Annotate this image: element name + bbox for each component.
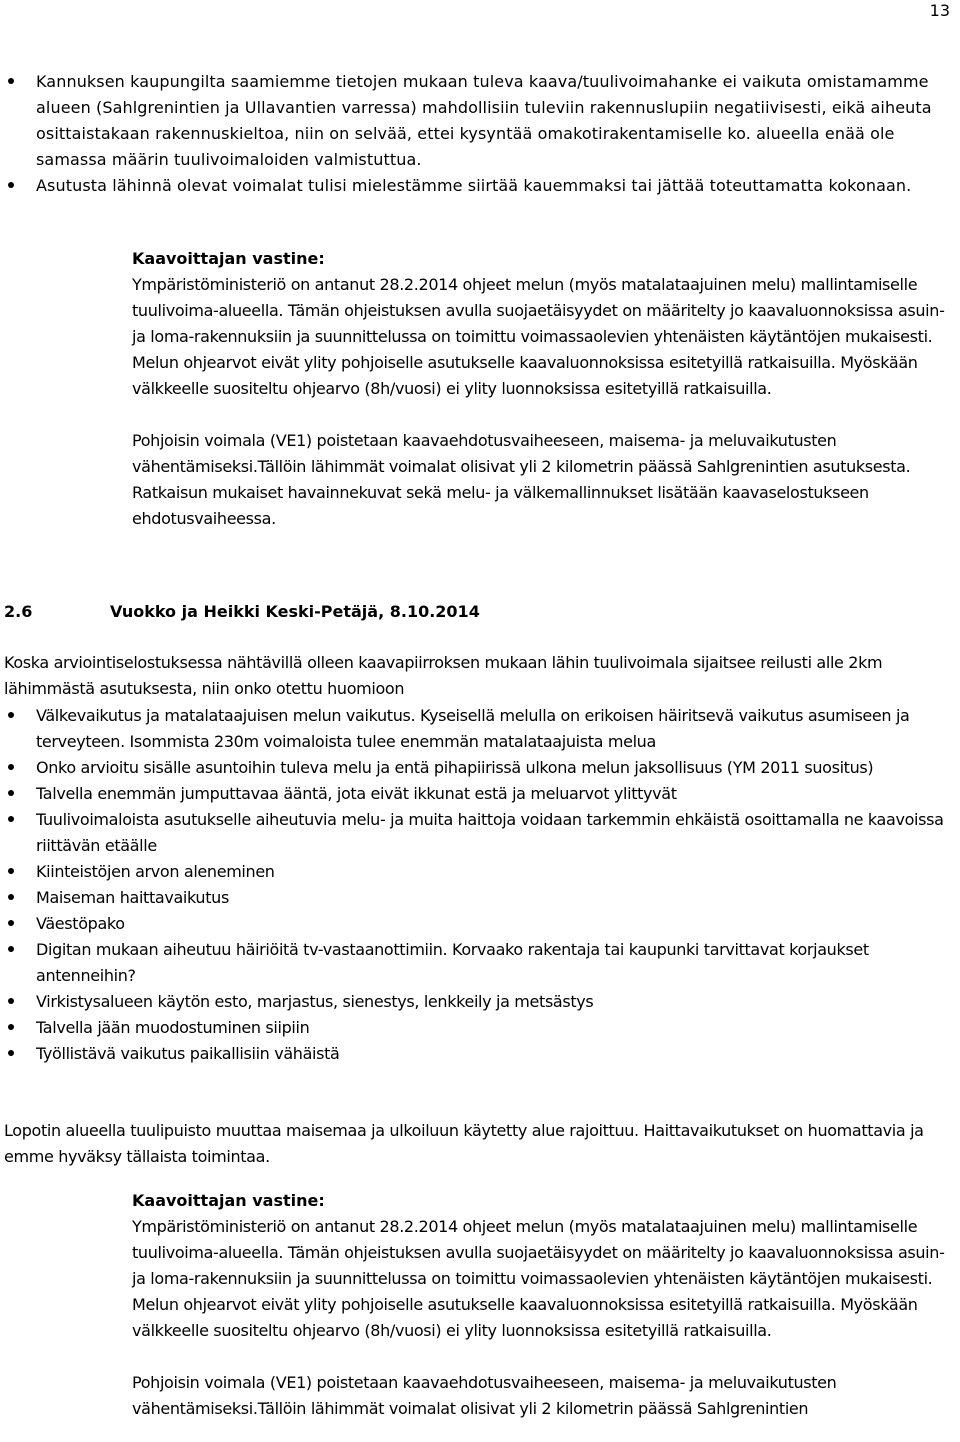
list-item: Talvella jään muodostuminen siipiin bbox=[36, 1015, 956, 1041]
response-paragraph: Pohjoisin voimala (VE1) poistetaan kaavaehdotusvaiheeseen, maisema- ja meluvaikutusten vähentämiseksi.Tällöin lähimmät voimalat olisivat yli 2 kilometrin päässä Sahlgrenintien bbox=[132, 1373, 837, 1418]
closing-paragraph: Lopotin alueella tuulipuisto muuttaa maisemaa ja ulkoiluun käytetty alue rajoittuu. Haittavaikutukset on huomattavia ja emme hyväksy tällaista toimintaa. bbox=[4, 1121, 924, 1166]
intro-paragraph: Koska arviointiselostuksessa nähtävillä olleen kaavapiirroksen mukaan lähin tuulivoimala sijaitsee reilusti alle 2km lähimmästä asutuksesta, niin onko otettu huomioon bbox=[4, 653, 883, 698]
list-item: Kiinteistöjen arvon aleneminen bbox=[36, 859, 956, 885]
top-bullet-list bbox=[36, 69, 956, 199]
response-block-2 bbox=[132, 1188, 956, 1422]
section-number: 2.6 bbox=[4, 602, 33, 621]
list-item: Väestöpako bbox=[36, 911, 956, 937]
list-item: Maiseman haittavaikutus bbox=[36, 885, 956, 911]
page-number: 13 bbox=[929, 1, 950, 20]
list-item: Onko arvioitu sisälle asuntoihin tuleva melu ja entä pihapiirissä ulkona melun jaksollisuus (YM 2011 suositus) bbox=[36, 755, 956, 781]
list-item: Digitan mukaan aiheutuu häiriöitä tv-vastaanottimiin. Korvaako rakentaja tai kaupunki tarvittavat korjaukset antenneihin? bbox=[36, 937, 956, 989]
response-heading: Kaavoittajan vastine: bbox=[132, 249, 325, 268]
list-item: Työllistävä vaikutus paikallisiin vähäistä bbox=[36, 1041, 956, 1067]
section-title: Vuokko ja Heikki Keski-Petäjä, 8.10.2014 bbox=[110, 602, 480, 621]
section-heading bbox=[4, 599, 480, 625]
list-item: Kannuksen kaupungilta saamiemme tietojen mukaan tuleva kaava/tuulivoimahanke ei vaikuta omistamamme alueen (Sahlgrenintien ja Ullavantien varressa) mahdollisiin tuleviin rakennuslupiin negatiivisesti, eikä aiheuta osittaistakaan rakennuskieltoa, niin on selvää, ettei kysyntää omakotirakentamiselle ko. alueella enää ole samassa määrin tuulivoimaloiden valmistuttua. bbox=[36, 69, 956, 173]
response-heading: Kaavoittajan vastine: bbox=[132, 1191, 325, 1210]
response-paragraph: Pohjoisin voimala (VE1) poistetaan kaavaehdotusvaiheeseen, maisema- ja meluvaikutusten vähentämiseksi.Tällöin lähimmät voimalat olisivat yli 2 kilometrin päässä Sahlgrenintien asutuksesta. Ratkaisun mukaiset havainnekuvat sekä melu- ja välkemallinnukset lisätään kaavaselostukseen ehdotusvaiheessa. bbox=[132, 431, 911, 528]
response-paragraph: Ympäristöministeriö on antanut 28.2.2014 ohjeet melun (myös matalataajuinen melu) mallintamiselle tuulivoima-alueella. Tämän ohjeistuksen avulla suojaetäisyydet on määritelty jo kaavaluonnoksissa asuin- ja loma-rakennuksiin ja suunnittelussa on toimittu voimassaolevien yhtenäisten käytäntöjen mukaisesti. Melun ohjearvot eivät ylity pohjoiselle asutukselle kaavaluonnoksissa esitetyillä ratkaisuilla. Myöskään välkkeelle suositeltu ohjearvo (8h/vuosi) ei ylity luonnoksissa esitetyillä ratkaisuilla. bbox=[132, 275, 945, 398]
concern-bullet-list bbox=[36, 703, 956, 1067]
response-block-1 bbox=[132, 246, 956, 532]
list-item: Asutusta lähinnä olevat voimalat tulisi mielestämme siirtää kauemmaksi tai jättää toteuttamatta kokonaan. bbox=[36, 173, 956, 199]
list-item: Välkevaikutus ja matalataajuisen melun vaikutus. Kyseisellä melulla on erikoisen häiritsevä vaikutus asumiseen ja terveyteen. Isommista 230m voimaloista tulee enemmän matalataajuista melua bbox=[36, 703, 956, 755]
list-item: Tuulivoimaloista asutukselle aiheutuvia melu- ja muita haittoja voidaan tarkemmin ehkäistä osoittamalla ne kaavoissa riittävän etäälle bbox=[36, 807, 956, 859]
list-item: Talvella enemmän jumputtavaa ääntä, jota eivät ikkunat estä ja meluarvot ylittyvät bbox=[36, 781, 956, 807]
response-paragraph: Ympäristöministeriö on antanut 28.2.2014 ohjeet melun (myös matalataajuinen melu) mallintamiselle tuulivoima-alueella. Tämän ohjeistuksen avulla suojaetäisyydet on määritelty jo kaavaluonnoksissa asuin- ja loma-rakennuksiin ja suunnittelussa on toimittu voimassaolevien yhtenäisten käytäntöjen mukaisesti. Melun ohjearvot eivät ylity pohjoiselle asutukselle kaavaluonnoksissa esitetyillä ratkaisuilla. Myöskään välkkeelle suositeltu ohjearvo (8h/vuosi) ei ylity luonnoksissa esitetyillä ratkaisuilla. bbox=[132, 1217, 945, 1340]
list-item: Virkistysalueen käytön esto, marjastus, sienestys, lenkkeily ja metsästys bbox=[36, 989, 956, 1015]
